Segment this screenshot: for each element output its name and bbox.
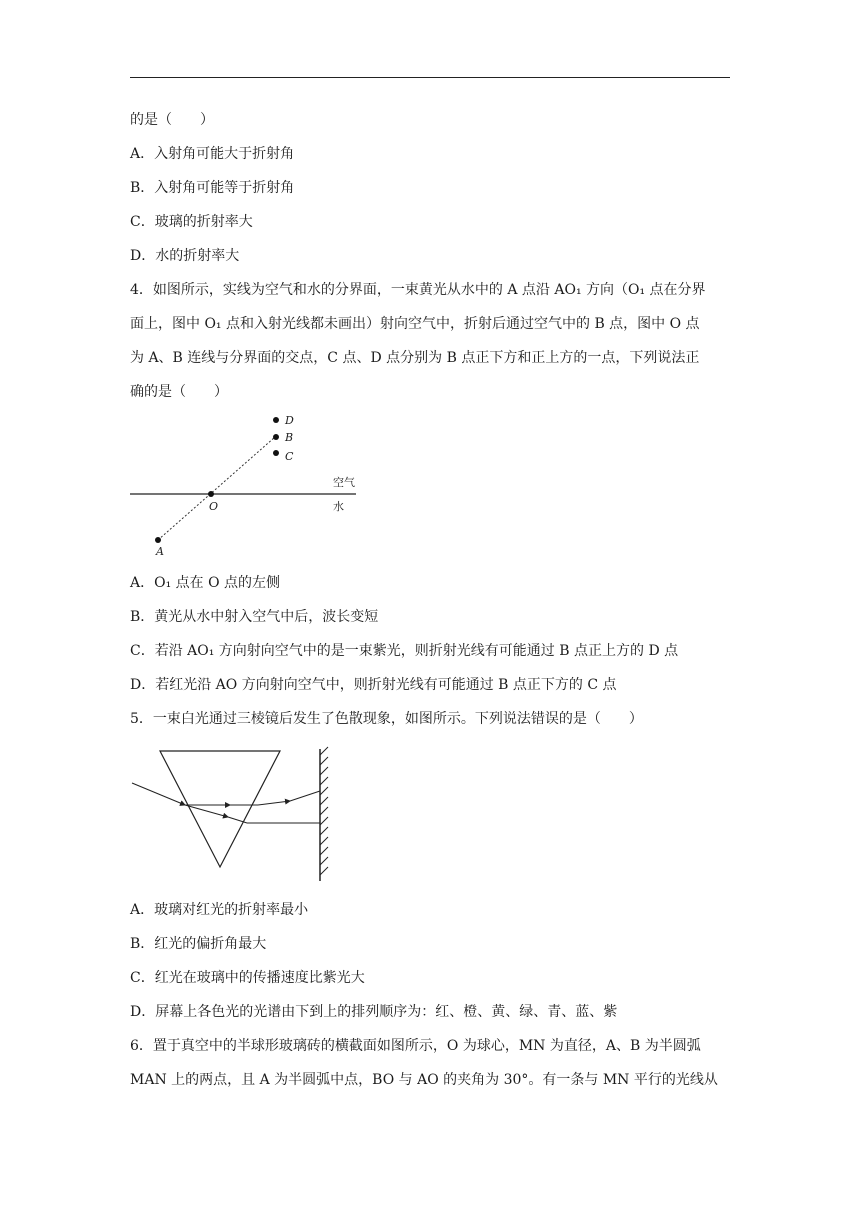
q3-option-b: B．入射角可能等于折射角 — [130, 180, 295, 196]
point-o — [208, 491, 214, 497]
point-b — [273, 434, 279, 440]
q4-stem-line3: 为 A、B 连线与分界面的交点，C 点、D 点分别为 B 点正下方和正上方的一点，下列说法正 — [130, 350, 700, 366]
q4-stem-line4: 确的是（ ） — [130, 384, 228, 400]
q3-option-d: D．水的折射率大 — [130, 248, 240, 264]
dotted-line-ab — [158, 437, 275, 540]
q6-stem-line1: 6．置于真空中的半球形玻璃砖的横截面如图所示，O 为球心，MN 为直径，A、B 为半圆弧 — [130, 1038, 701, 1054]
incident-ray — [132, 783, 185, 805]
q4-stem-line1: 4．如图所示，实线为空气和水的分界面，一束黄光从水中的 A 点沿 AO₁ 方向（O₁ 点在分界 — [130, 282, 706, 298]
point-a — [155, 537, 161, 543]
header-rule — [130, 77, 730, 78]
q5-stem: 5．一束白光通过三棱镜后发生了色散现象，如图所示。下列说法错误的是（ ） — [130, 711, 643, 727]
q4-option-a: A．O₁ 点在 O 点的左侧 — [130, 575, 281, 591]
ray-upper-out — [258, 801, 290, 805]
q5-option-b: B．红光的偏折角最大 — [130, 936, 267, 952]
point-c — [273, 450, 279, 456]
q4-option-c: C．若沿 AO₁ 方向射向空气中的是一束紫光，则折射光线有可能通过 B 点正上方的 D 点 — [130, 643, 679, 659]
q4-option-d: D．若红光沿 AO 方向射向空气中，则折射光线有可能通过 B 点正下方的 C 点 — [130, 677, 617, 693]
ray-upper-out-2 — [290, 791, 320, 801]
q3-stem-tail: 的是（ ） — [130, 112, 214, 128]
q6-stem-line2: MAN 上的两点，且 A 为半圆弧中点，BO 与 AO 的夹角为 30°。有一条与 MN 平行的光线从 — [130, 1072, 718, 1088]
point-d — [273, 417, 279, 423]
label-air: 空气 — [333, 476, 355, 489]
label-water: 水 — [333, 500, 344, 513]
q5-option-a: A．玻璃对红光的折射率最小 — [130, 902, 309, 918]
q4-refraction-figure — [120, 410, 370, 560]
screen-hatching — [320, 747, 328, 875]
label-b: B — [285, 431, 294, 444]
q5-option-d: D．屏幕上各色光的光谱由下到上的排列顺序为：红、橙、黄、绿、青、蓝、紫 — [130, 1004, 618, 1020]
q5-prism-figure — [130, 745, 350, 885]
label-o: O — [209, 500, 219, 513]
label-d: D — [285, 414, 294, 427]
label-a: A — [156, 545, 164, 558]
q5-option-c: C．红光在玻璃中的传播速度比紫光大 — [130, 970, 365, 986]
prism — [160, 751, 280, 867]
q4-option-b: B．黄光从水中射入空气中后，波长变短 — [130, 609, 379, 625]
q3-option-c: C．玻璃的折射率大 — [130, 214, 253, 230]
q3-option-a: A．入射角可能大于折射角 — [130, 146, 295, 162]
q4-stem-line2: 面上，图中 O₁ 点和入射光线都未画出）射向空气中，折射后通过空气中的 B 点，图中 O 点 — [130, 316, 700, 332]
label-c: C — [285, 450, 294, 463]
